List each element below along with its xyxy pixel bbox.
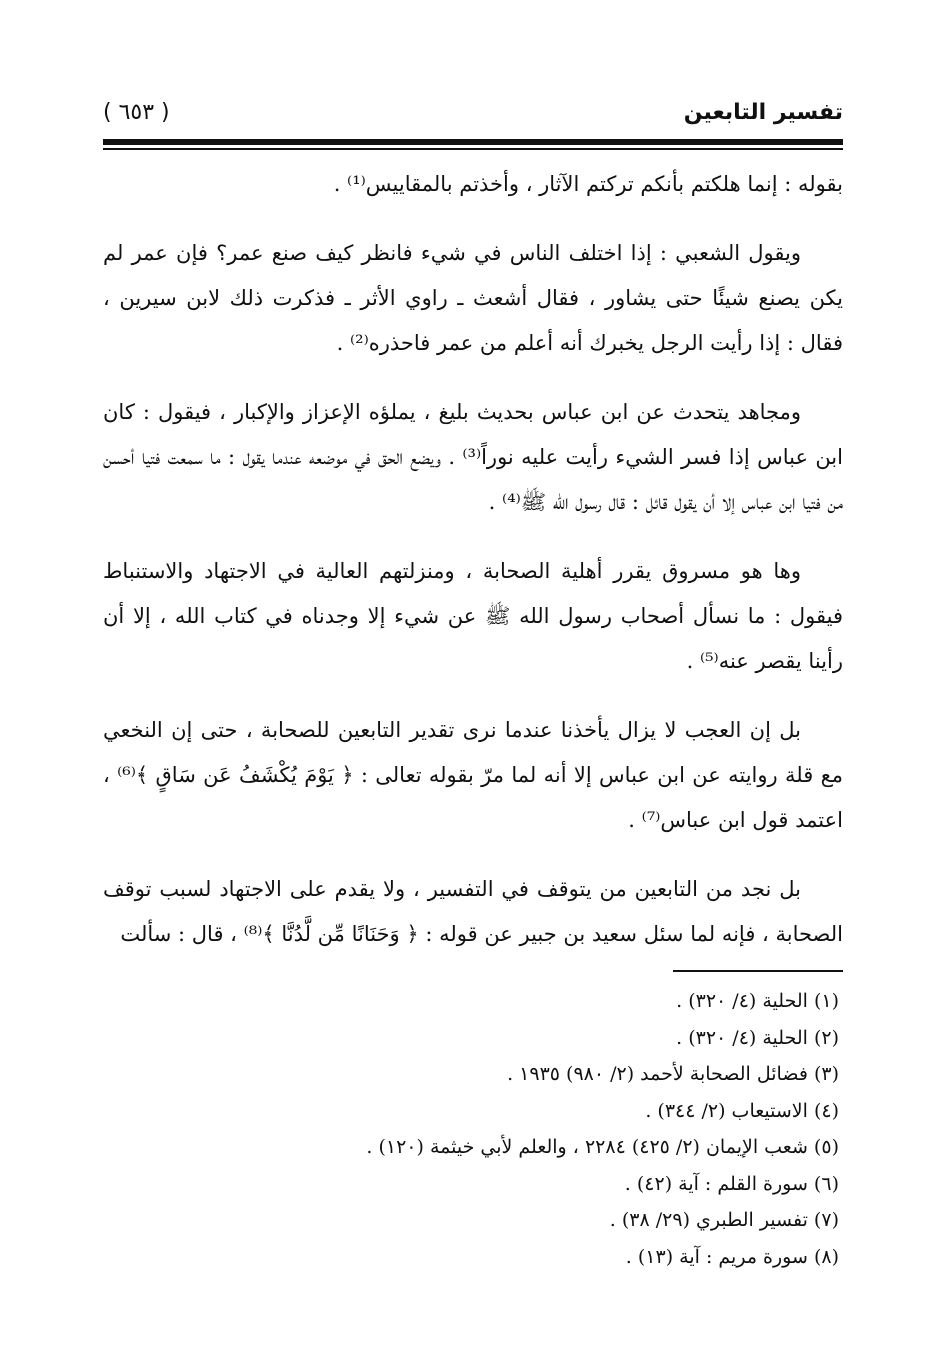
header-rule-thin [103, 148, 843, 150]
footnote-separator [673, 970, 843, 972]
footnote: (١) الحلية (٤/ ٣٢٠) . [676, 990, 839, 1012]
footnote: (٤) الاستيعاب (٢/ ٣٤٤) . [645, 1099, 839, 1122]
paragraph: بل نجد من التابعين من يتوقف في التفسير ، ولا يقدم على الاجتهاد لسبب توقف الصحابة ، فإنه لما سئل سعيد بن جبير عن قوله : ﴿ وَحَنَانًا مِّن لَّدُنَّا ﴾⁽⁸⁾ ، قال : سألت [103, 877, 843, 946]
paragraph: بقوله : إنما هلكتم بأنكم تركتم الآثار ، وأخذتم بالمقاييس⁽¹⁾ . [333, 172, 843, 196]
footnotes [103, 983, 843, 1275]
footnote: (٧) تفسير الطبري (٢٩/ ٣٨) . [609, 1209, 839, 1231]
running-title: تفسير التابعين [683, 100, 843, 125]
page-number: ( ٦٥٣ ) [103, 100, 170, 125]
footnote: (٣) فضائل الصحابة لأحمد (٢/ ٩٨٠) ١٩٣٥ . [507, 1063, 839, 1085]
header-rule-thick [103, 139, 843, 145]
footnote: (٨) سورة مريم : آية (١٣) . [625, 1245, 839, 1268]
paragraph: بل إن العجب لا يزال يأخذنا عندما نرى تقدير التابعين للصحابة ، حتى إن النخعي مع قلة روايته عن ابن عباس إلا أنه لما مرّ بقوله تعالى : ﴿ يَوْمَ يُكْشَفُ عَن سَاقٍ ﴾⁽⁶⁾ ، اعتمد قول ابن عباس⁽⁷⁾ . [103, 718, 843, 832]
footnote: (٦) سورة القلم : آية (٤٢) . [624, 1172, 839, 1195]
paragraph: ويقول الشعبي : إذا اختلف الناس في شيء فانظر كيف صنع عمر؟ فإن عمر لم يكن يصنع شيئًا حتى يشاور ، فقال أشعث ـ راوي الأثر ـ فذكرت ذلك لابن سيرين ، فقال : إذا رأيت الرجل يخبرك أنه أعلم من عمر فاحذره⁽²⁾ . [103, 241, 843, 355]
footnote: (٢) الحلية (٤/ ٣٢٠) . [676, 1026, 839, 1049]
paragraph: ومجاهد يتحدث عن ابن عباس بحديث بليغ ، يملؤه الإعزاز والإكبار ، فيقول : كان ابن عباس إذا فسر الشيء رأيت عليه نوراً⁽³⁾ . ويضع الحق في موضعه عندما يقول : ما سمعت فتيا أحسن من فتيا ابن عباس إلا أن يقول قائل : قال رسول الله ﷺ⁽⁴⁾ . [103, 400, 843, 514]
footnote: (٥) شعب الإيمان (٢/ ٤٢٥) ٢٢٨٤ ، والعلم لأبي خيثمة (١٢٠) . [366, 1136, 839, 1158]
main-text [103, 162, 843, 981]
paragraph: وها هو مسروق يقرر أهلية الصحابة ، ومنزلتهم العالية في الاجتهاد والاستنباط فيقول : ما نسأل أصحاب رسول الله ﷺ عن شيء إلا وجدناه في كتاب الله ، إلا أن رأينا يقصر عنه⁽⁵⁾ . [103, 559, 843, 673]
page-header [103, 100, 843, 130]
